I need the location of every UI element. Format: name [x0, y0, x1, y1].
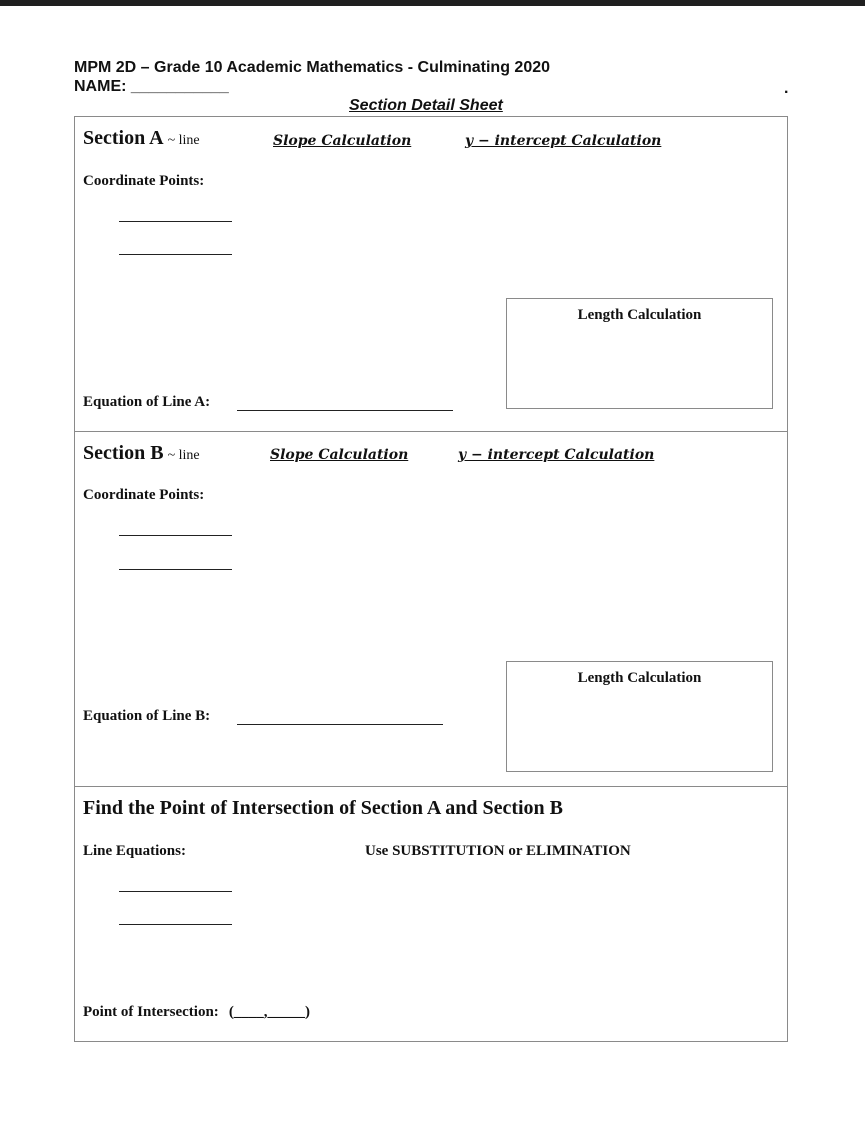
section-b-title: Section B	[83, 442, 164, 464]
intersection-panel	[74, 786, 788, 1042]
section-b-coords-label: Coordinate Points:	[83, 487, 205, 503]
section-a-point-blank-2[interactable]	[119, 254, 232, 255]
section-a-panel	[74, 116, 788, 432]
method-label: Use SUBSTITUTION or ELIMINATION	[365, 843, 631, 859]
section-b-panel	[74, 431, 788, 787]
section-a-intercept-label: y − intercept Calculation	[465, 133, 662, 149]
section-a-length-box[interactable]	[506, 298, 773, 409]
intersection-equation-blank-1[interactable]	[119, 891, 232, 892]
section-b-length-box[interactable]	[506, 661, 773, 772]
section-b-intercept-label: y − intercept Calculation	[458, 447, 655, 463]
section-a-point-blank-1[interactable]	[119, 221, 232, 222]
section-a-equation-blank[interactable]	[237, 410, 453, 411]
line-equations-label: Line Equations:	[83, 843, 186, 859]
top-bar	[0, 0, 865, 6]
section-b-suffix: ~ line	[167, 448, 200, 463]
section-a-heading	[83, 127, 200, 150]
name-field[interactable]: NAME: ___________	[74, 78, 229, 95]
trailing-mark: .	[784, 80, 789, 97]
section-b-point-blank-1[interactable]	[119, 535, 232, 536]
section-b-heading	[83, 442, 200, 465]
course-header: MPM 2D – Grade 10 Academic Mathematics - Culminating 2020	[74, 59, 551, 76]
intersection-equation-blank-2[interactable]	[119, 924, 232, 925]
section-b-slope-label: Slope Calculation	[270, 447, 409, 463]
section-a-length-label: Length Calculation	[577, 307, 702, 323]
sheet-title: Section Detail Sheet	[349, 97, 503, 114]
section-a-title: Section A	[83, 127, 164, 149]
section-b-equation-blank[interactable]	[237, 724, 443, 725]
point-of-intersection-blank[interactable]: (____,_____)	[228, 1004, 311, 1020]
section-b-equation-label: Equation of Line B:	[83, 708, 211, 724]
point-of-intersection-row	[83, 1003, 310, 1021]
section-a-slope-label: Slope Calculation	[273, 133, 412, 149]
section-a-suffix: ~ line	[167, 133, 200, 148]
point-of-intersection-label: Point of Intersection:	[83, 1004, 219, 1020]
section-a-coords-label: Coordinate Points:	[83, 173, 205, 189]
section-b-length-label: Length Calculation	[577, 670, 702, 686]
section-b-point-blank-2[interactable]	[119, 569, 232, 570]
intersection-title: Find the Point of Intersection of Section A and Section B	[83, 797, 564, 819]
section-a-equation-label: Equation of Line A:	[83, 394, 211, 410]
